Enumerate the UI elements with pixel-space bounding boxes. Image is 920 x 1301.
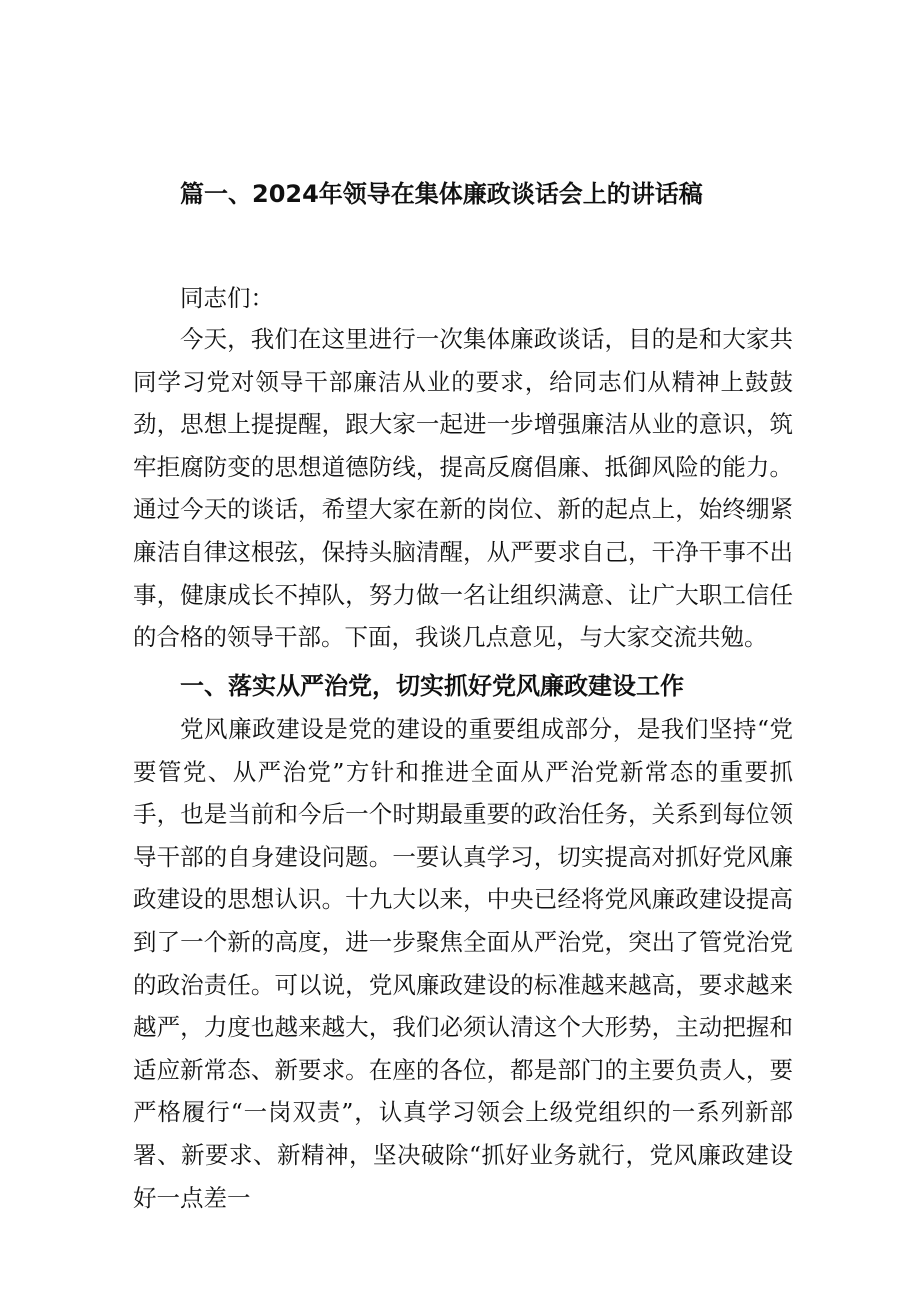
greeting: 同志们： <box>180 284 274 312</box>
document-title: 篇一、2024年领导在集体廉政谈话会上的讲话稿 <box>180 180 703 208</box>
paragraph-intro: 今天，我们在这里进行一次集体廉政谈话，目的是和大家共同学习党对领导干部廉洁从业的要求，给同志们从精神上鼓鼓劲，思想上提提醒，跟大家一起进一步增强廉洁从业的意识，筑牢拒腐防变的思想道德防线，提高反腐倡廉、抵御风险的能力。通过今天的谈话，希望大家在新的岗位、新的起点上，始终绷紧廉洁自律这根弦，保持头脑清醒，从严要求自己，干净干事不出事，健康成长不掉队，努力做一名让组织满意、让广大职工信任的合格的领导干部。下面，我谈几点意见，与大家交流共勉。 <box>133 325 793 652</box>
section-heading-1: 一、落实从严治党，切实抓好党风廉政建设工作 <box>180 672 684 700</box>
paragraph-section-1: 党风廉政建设是党的建设的重要组成部分，是我们坚持“党要管党、从严治党”方针和推进全面从严治党新常态的重要抓手，也是当前和今后一个时期最重要的政治任务，关系到每位领导干部的自身建设问题。一要认真学习，切实提高对抓好党风廉政建设的思想认识。十九大以来，中央已经将党风廉政建设提高到了一个新的高度，进一步聚焦全面从严治党，突出了管党治党的政治责任。可以说，党风廉政建设的标准越来越高，要求越来越严，力度也越来越大，我们必须认清这个大形势，主动把握和适应新常态、新要求。在座的各位，都是部门的主要负责人，要严格履行“一岗双责”，认真学习领会上级党组织的一系列新部署、新要求、新精神，坚决破除“抓好业务就行，党风廉政建设好一点差一 <box>133 715 793 1212</box>
